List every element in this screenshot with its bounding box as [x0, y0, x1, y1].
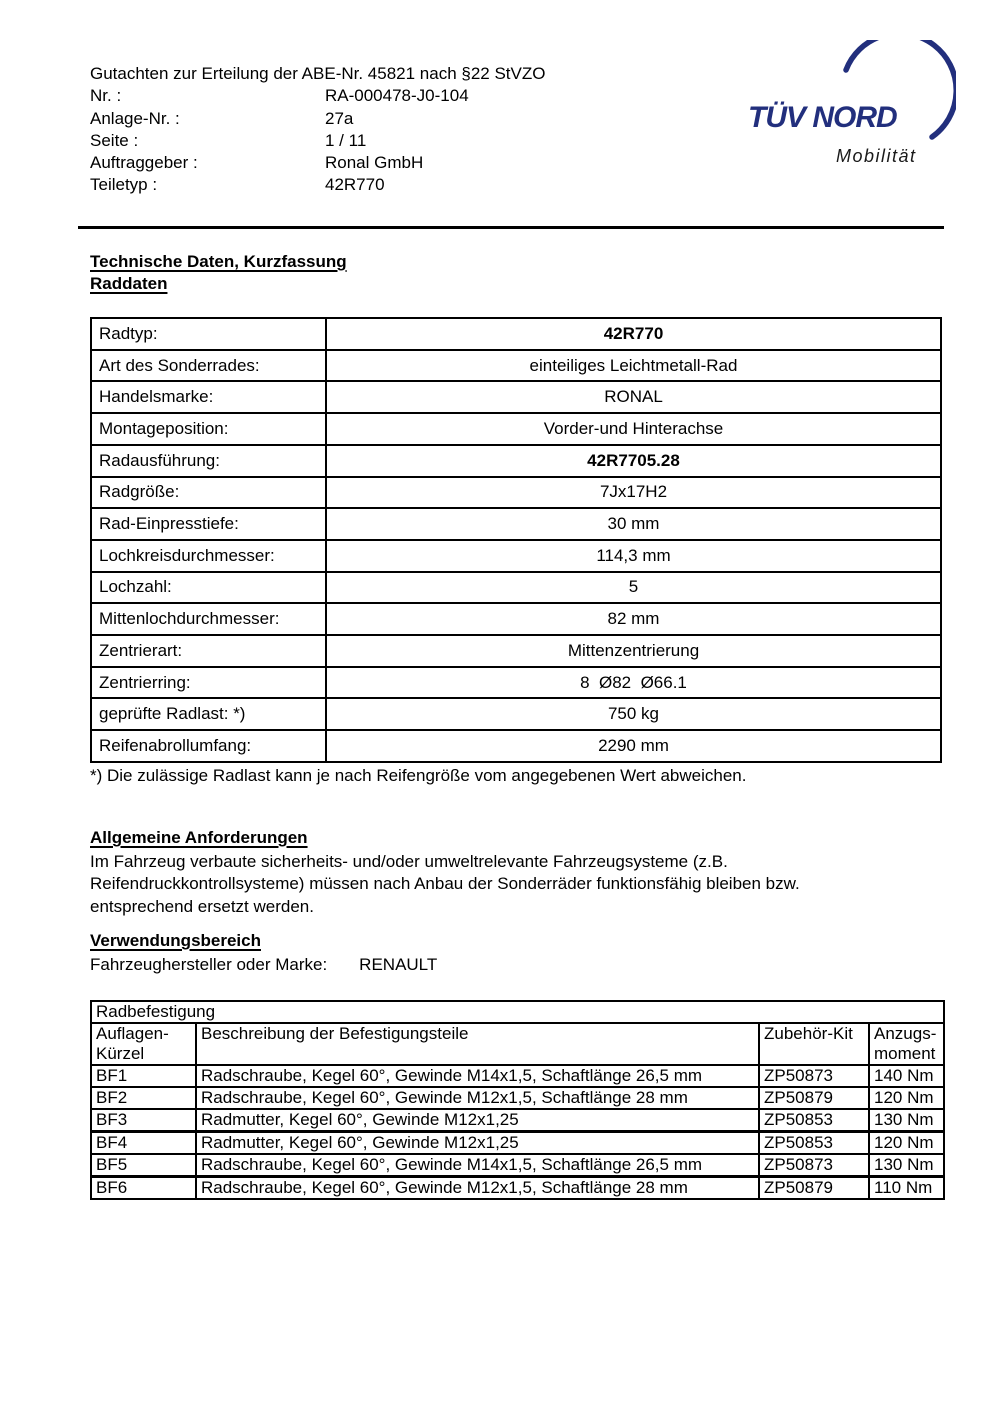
table-row [91, 508, 941, 540]
manufacturer-label: Fahrzeughersteller oder Marke: [90, 955, 328, 974]
manufacturer-value: RENAULT [359, 955, 438, 974]
header-field-nr [90, 85, 545, 107]
table-row [91, 413, 941, 445]
field-label: Nr. : [90, 86, 122, 106]
row-value: 750 kg [326, 698, 941, 730]
field-value: RA-000478-J0-104 [325, 86, 469, 106]
kit-cell: ZP50873 [759, 1065, 869, 1087]
table-row [91, 572, 941, 604]
wheel-fastening-table [90, 1000, 945, 1200]
row-label: Rad-Einpresstiefe: [91, 508, 326, 540]
row-label: Mittenlochdurchmesser: [91, 603, 326, 635]
row-value: Vorder-und Hinterachse [326, 413, 941, 445]
row-label: geprüfte Radlast: *) [91, 698, 326, 730]
table-row [91, 1132, 944, 1155]
column-header: Auflagen-Kürzel [91, 1023, 196, 1065]
table-title: Radbefestigung [91, 1001, 944, 1023]
torque-cell: 120 Nm [869, 1087, 944, 1109]
section-heading: Technische Daten, Kurzfassung [90, 252, 347, 271]
kit-cell: ZP50853 [759, 1109, 869, 1132]
row-value: 42R770 [326, 318, 941, 350]
description-cell: Radschraube, Kegel 60°, Gewinde M14x1,5, Schaftlänge 26,5 mm [196, 1065, 759, 1087]
table-row [91, 1065, 944, 1087]
field-value: Ronal GmbH [325, 153, 424, 173]
row-label: Montageposition: [91, 413, 326, 445]
description-cell: Radschraube, Kegel 60°, Gewinde M12x1,5, Schaftlänge 28 mm [196, 1087, 759, 1109]
table-title-row [91, 1001, 944, 1023]
kit-cell: ZP50879 [759, 1177, 869, 1200]
row-value: 30 mm [326, 508, 941, 540]
table-row [91, 1087, 944, 1109]
header-field-auftraggeber [90, 152, 545, 174]
row-value: 5 [326, 572, 941, 604]
document-title: Gutachten zur Erteilung der ABE-Nr. 45821 nach §22 StVZO [90, 64, 546, 83]
field-label: Anlage-Nr. : [90, 108, 180, 128]
header-field-teiletyp [90, 174, 545, 196]
code-cell: BF1 [91, 1065, 196, 1087]
table-row [91, 350, 941, 382]
row-value: 114,3 mm [326, 540, 941, 572]
table-row [91, 698, 941, 730]
row-label: Zentrierart: [91, 635, 326, 667]
code-cell: BF4 [91, 1132, 196, 1155]
row-label: Reifenabrollumfang: [91, 730, 326, 762]
description-cell: Radschraube, Kegel 60°, Gewinde M14x1,5, Schaftlänge 26,5 mm [196, 1154, 759, 1177]
field-value: 27a [325, 108, 354, 128]
row-label: Radgröße: [91, 477, 326, 509]
row-label: Lochkreisdurchmesser: [91, 540, 326, 572]
row-label: Lochzahl: [91, 572, 326, 604]
section-general-requirements: Allgemeine Anforderungen [90, 828, 308, 847]
tuv-nord-logo [744, 40, 956, 176]
field-label: Auftraggeber : [90, 153, 198, 173]
torque-cell: 130 Nm [869, 1109, 944, 1132]
table-row [91, 603, 941, 635]
kit-cell: ZP50853 [759, 1132, 869, 1155]
section-subheading: Raddaten [90, 274, 168, 293]
column-header: Zubehör-Kit [759, 1023, 869, 1065]
torque-cell: 120 Nm [869, 1132, 944, 1155]
table-row [91, 635, 941, 667]
code-cell: BF5 [91, 1154, 196, 1177]
kit-cell: ZP50873 [759, 1154, 869, 1177]
row-value: RONAL [326, 381, 941, 413]
torque-cell: 110 Nm [869, 1177, 944, 1200]
column-header: Anzugs-moment [869, 1023, 944, 1065]
table-row [91, 1109, 944, 1132]
table-row [91, 318, 941, 350]
row-label: Radtyp: [91, 318, 326, 350]
row-label: Handelsmarke: [91, 381, 326, 413]
row-value: 82 mm [326, 603, 941, 635]
vehicle-manufacturer-row [90, 955, 437, 975]
row-label: Radausführung: [91, 445, 326, 477]
field-value: 42R770 [325, 175, 385, 195]
section-usage-scope: Verwendungsbereich [90, 931, 261, 950]
header-field-seite [90, 130, 545, 152]
table-header-row [91, 1023, 944, 1065]
code-cell: BF6 [91, 1177, 196, 1200]
table-row [91, 730, 941, 762]
torque-cell: 130 Nm [869, 1154, 944, 1177]
description-cell: Radschraube, Kegel 60°, Gewinde M12x1,5, Schaftlänge 28 mm [196, 1177, 759, 1200]
row-label: Art des Sonderrades: [91, 350, 326, 382]
table-footnote: *) Die zulässige Radlast kann je nach Reifengröße vom angegebenen Wert abweichen. [90, 766, 747, 785]
brand-wordmark: TÜV NORD [748, 101, 897, 134]
table-row [91, 540, 941, 572]
code-cell: BF2 [91, 1087, 196, 1109]
field-label: Seite : [90, 130, 139, 150]
row-value: 7Jx17H2 [326, 477, 941, 509]
brand-tagline: Mobilität [836, 146, 917, 166]
header-field-anlage [90, 108, 545, 130]
general-requirements-text: Im Fahrzeug verbaute sicherheits- und/oder umweltrelevante Fahrzeugsysteme (z.B. Reifendruckkontrollsysteme) müssen nach Anbau der Sonderräder funktionsfähig bleiben bzw. entsprechend ersetzt werden. [90, 852, 800, 916]
table-row [91, 381, 941, 413]
row-value: 8 Ø82 Ø66.1 [326, 667, 941, 699]
description-cell: Radmutter, Kegel 60°, Gewinde M12x1,25 [196, 1132, 759, 1155]
row-value: einteiliges Leichtmetall-Rad [326, 350, 941, 382]
table-row [91, 445, 941, 477]
column-header: Beschreibung der Befestigungsteile [196, 1023, 759, 1065]
row-value: 2290 mm [326, 730, 941, 762]
section-technical-data [90, 251, 347, 295]
table-row [91, 667, 941, 699]
row-value: Mittenzentrierung [326, 635, 941, 667]
row-value: 42R7705.28 [326, 445, 941, 477]
document-header [90, 63, 545, 197]
field-label: Teiletyp : [90, 175, 158, 195]
torque-cell: 140 Nm [869, 1065, 944, 1087]
row-label: Zentrierring: [91, 667, 326, 699]
code-cell: BF3 [91, 1109, 196, 1132]
table-row [91, 477, 941, 509]
description-cell: Radmutter, Kegel 60°, Gewinde M12x1,25 [196, 1109, 759, 1132]
table-row [91, 1154, 944, 1177]
table-row [91, 1177, 944, 1200]
kit-cell: ZP50879 [759, 1087, 869, 1109]
wheel-data-table [90, 317, 942, 763]
field-value: 1 / 11 [325, 130, 367, 150]
header-divider [78, 226, 944, 229]
